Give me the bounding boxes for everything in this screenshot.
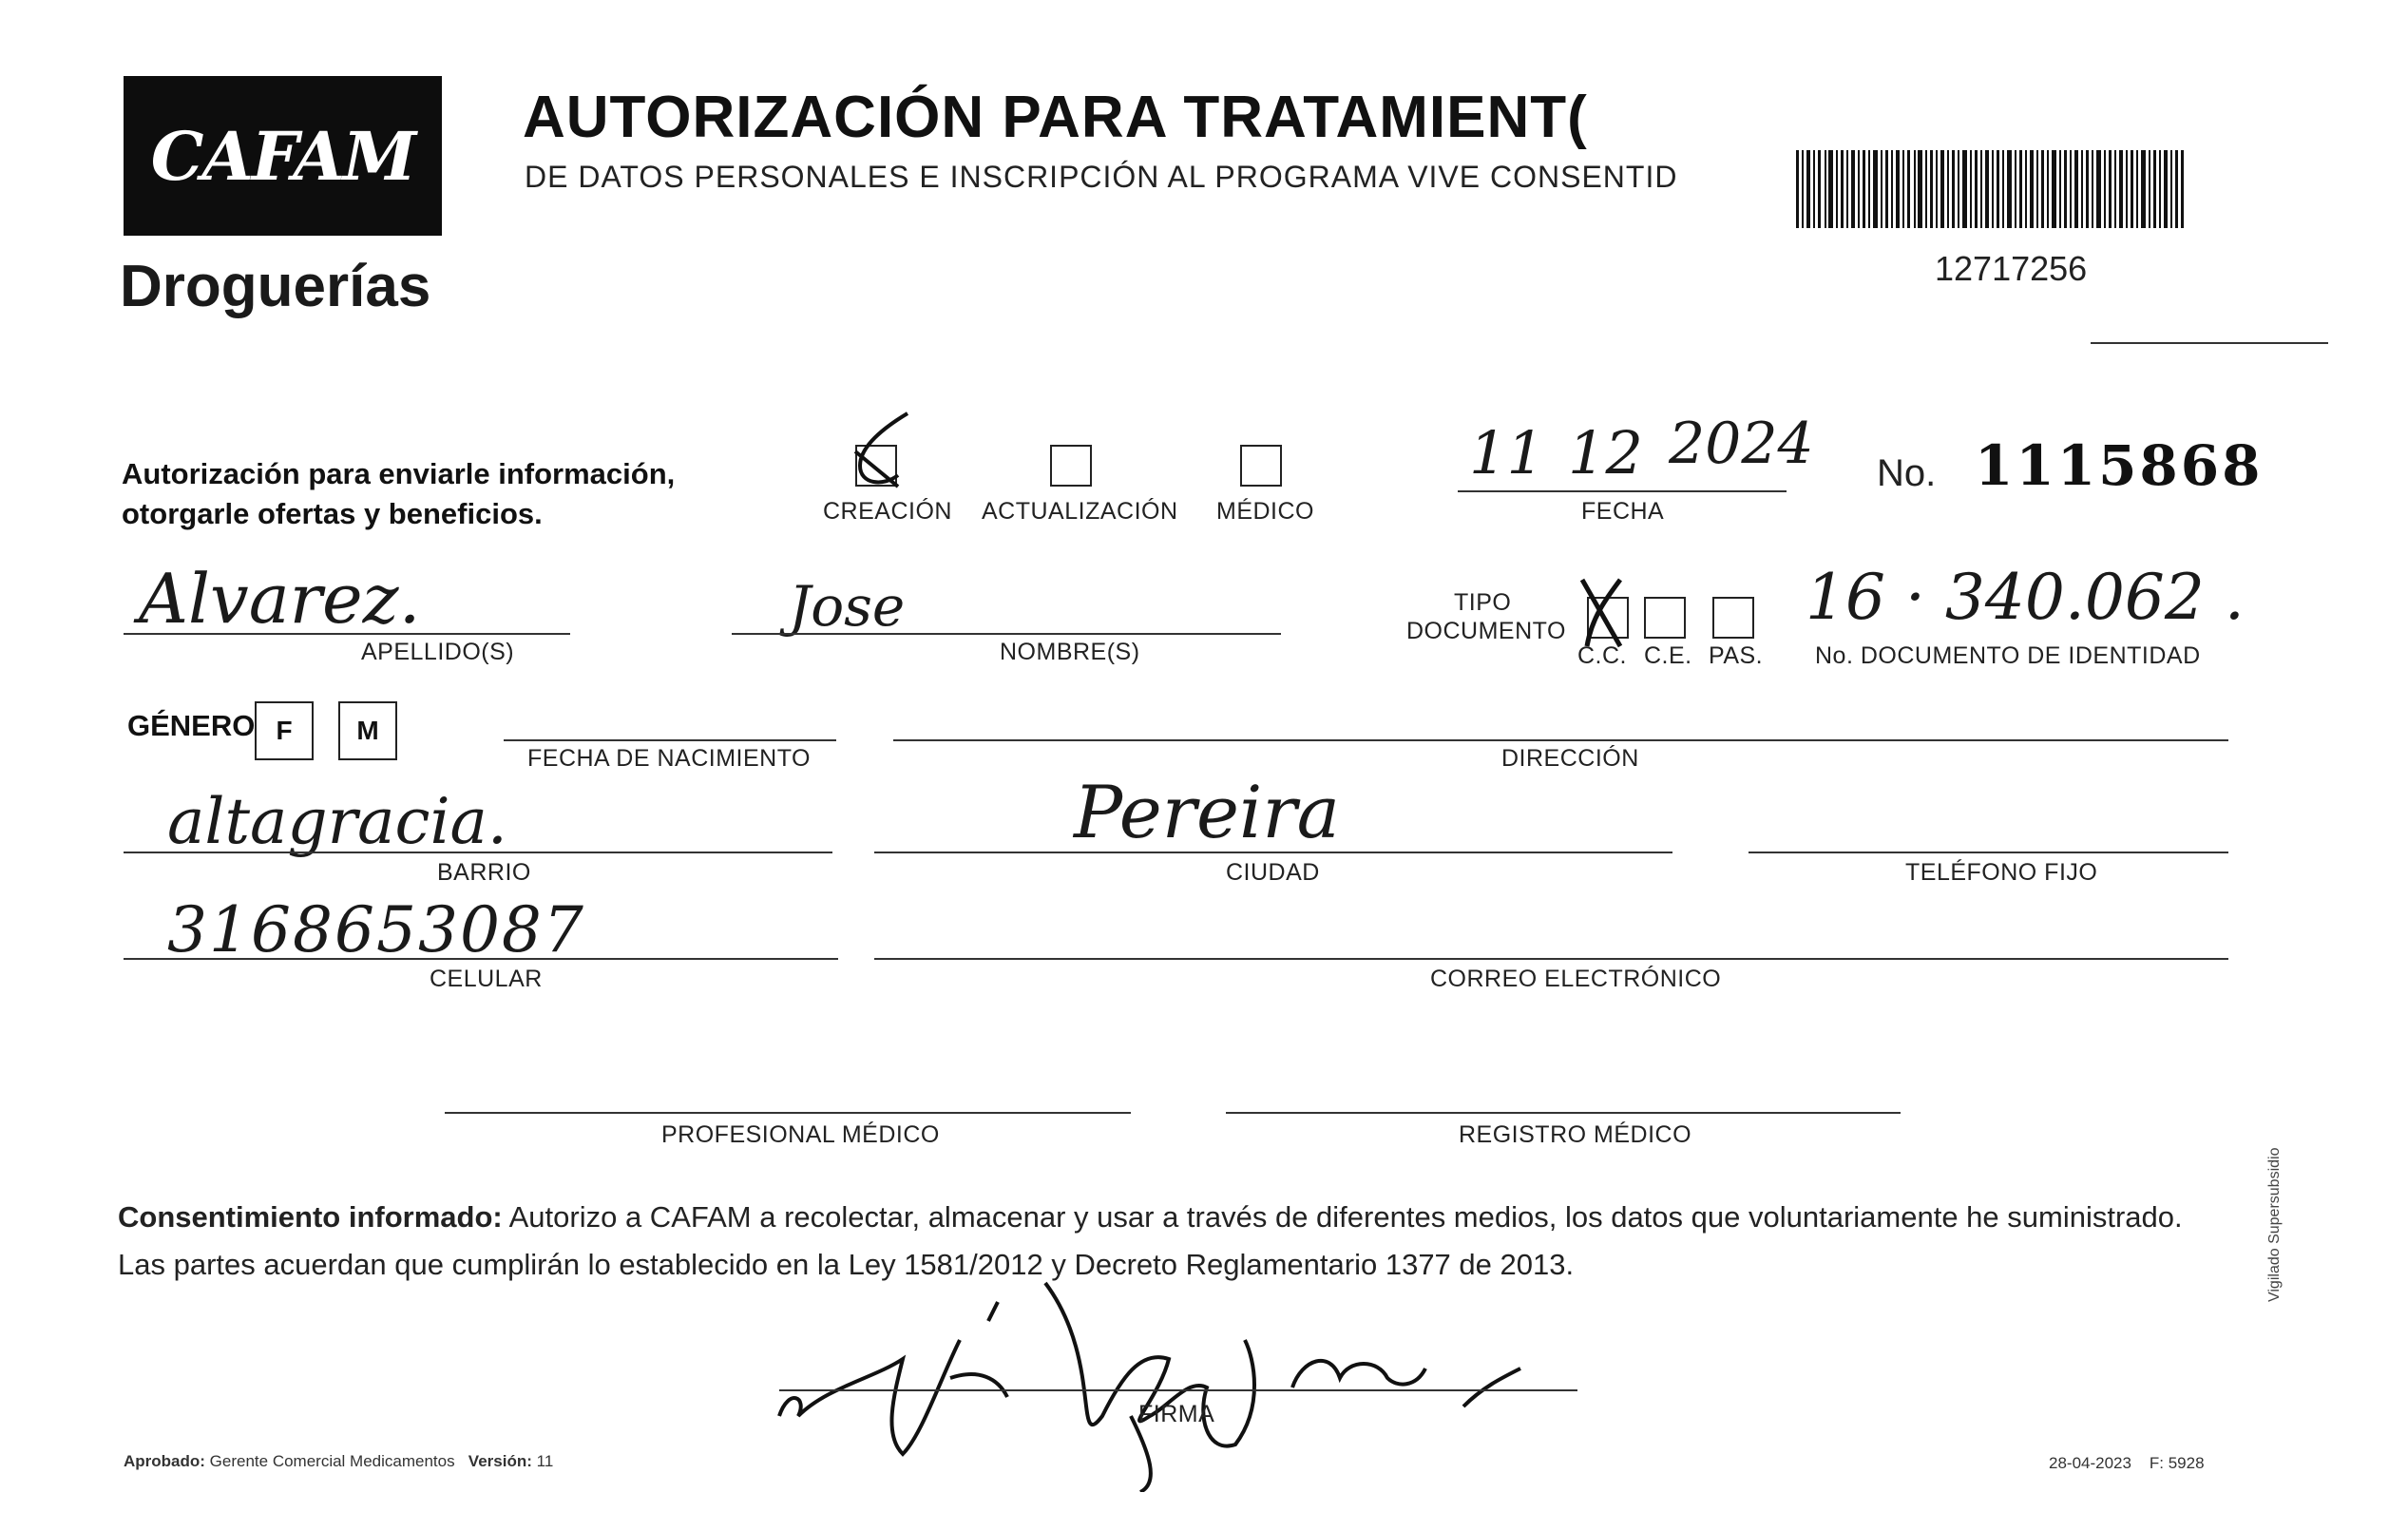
- cc-label: C.C.: [1577, 642, 1627, 669]
- tipo-label-1: TIPO: [1454, 589, 1512, 616]
- genero-label: GÉNERO: [127, 709, 256, 742]
- medico-checkbox[interactable]: [1240, 445, 1282, 487]
- fecha-nac-line: [504, 739, 836, 741]
- direccion-line: [893, 739, 2228, 741]
- celular-line: [124, 958, 838, 960]
- form-subtitle: DE DATOS PERSONALES E INSCRIPCIÓN AL PROGRAMA VIVE CONSENTID: [525, 160, 1678, 194]
- footer-date: [2049, 1454, 2205, 1473]
- fecha-nac-label: FECHA DE NACIMIENTO: [527, 745, 811, 772]
- barrio-label: BARRIO: [437, 859, 531, 886]
- actualizacion-label: ACTUALIZACIÓN: [982, 498, 1178, 525]
- version-value: 11: [536, 1452, 554, 1470]
- side-note: Vigilado Supersubsidio: [2266, 1147, 2283, 1302]
- aprobado-label: Aprobado:: [124, 1452, 205, 1470]
- nombre-value: Jose: [789, 574, 906, 639]
- footer-date-value: 28-04-2023: [2049, 1454, 2131, 1472]
- direccion-label: DIRECCIÓN: [1501, 745, 1639, 772]
- date-month-value: 12: [1568, 418, 1643, 488]
- pas-label: PAS.: [1709, 642, 1764, 669]
- apellido-value: Alvarez.: [139, 559, 421, 639]
- consent-line-1: [118, 1194, 2246, 1241]
- version-label: Versión:: [468, 1452, 532, 1470]
- nombre-label: NOMBRE(S): [1000, 639, 1140, 665]
- aprobado-value: Gerente Comercial Medicamentos: [209, 1452, 455, 1470]
- registro-label: REGISTRO MÉDICO: [1459, 1121, 1692, 1148]
- doc-number-label: No. DOCUMENTO DE IDENTIDAD: [1815, 642, 2201, 669]
- form-number: 1115868: [1975, 433, 2264, 498]
- pas-checkbox[interactable]: [1712, 597, 1754, 639]
- profesional-label: PROFESIONAL MÉDICO: [661, 1121, 940, 1148]
- date-label: FECHA: [1581, 498, 1665, 525]
- barrio-line: [124, 852, 832, 853]
- correo-label: CORREO ELECTRÓNICO: [1430, 966, 1722, 992]
- celular-value: 3168653087: [167, 893, 585, 966]
- nombre-line: [732, 633, 1281, 635]
- medico-label: MÉDICO: [1216, 498, 1314, 525]
- celular-label: CELULAR: [430, 966, 543, 992]
- apellido-label: APELLIDO(S): [361, 639, 515, 665]
- logo-text: CAFAM: [150, 116, 415, 196]
- consent-text-1: Autorizo a CAFAM a recolectar, almacenar y usar a través de diferentes medios, los datos que voluntariamente he suministrado.: [502, 1200, 2183, 1234]
- form-number-prefix: No.: [1877, 452, 1937, 494]
- footer-code: F: 5928: [2149, 1454, 2205, 1472]
- header-rule: [2091, 342, 2328, 344]
- form-title: AUTORIZACIÓN PARA TRATAMIENT(: [523, 85, 1588, 150]
- telefono-label: TELÉFONO FIJO: [1905, 859, 2098, 886]
- registro-line: [1226, 1112, 1901, 1114]
- authorization-line-1: Autorización para enviarle información,: [122, 457, 676, 490]
- actualizacion-checkbox[interactable]: [1050, 445, 1092, 487]
- signature-line: [779, 1389, 1577, 1391]
- brand-subtitle: Droguerías: [120, 254, 431, 319]
- ciudad-label: CIUDAD: [1226, 859, 1320, 886]
- ce-label: C.E.: [1644, 642, 1692, 669]
- genero-f-box[interactable]: F: [255, 701, 314, 760]
- authorization-text: [122, 454, 675, 534]
- barrio-value: altagracia.: [167, 785, 507, 858]
- tipo-label-2: DOCUMENTO: [1406, 618, 1566, 644]
- date-line: [1458, 490, 1787, 492]
- doc-number-value: 16 · 340.062 .: [1806, 561, 2245, 634]
- date-year-value: 2024: [1669, 411, 1814, 477]
- correo-line: [874, 958, 2228, 960]
- date-day-value: 11: [1469, 418, 1544, 488]
- signature-drawing: [760, 1264, 1539, 1492]
- authorization-line-2: otorgarle ofertas y beneficios.: [122, 497, 543, 530]
- signature-label: FIRMA: [1138, 1401, 1215, 1427]
- telefono-line: [1749, 852, 2228, 853]
- barcode-number: 12717256: [1935, 249, 2088, 288]
- profesional-line: [445, 1112, 1131, 1114]
- ciudad-value: Pereira: [1074, 770, 1340, 854]
- consent-bold: Consentimiento informado:: [118, 1200, 503, 1234]
- ciudad-line: [874, 852, 1672, 853]
- footer-approval: [124, 1452, 553, 1471]
- consent-line-2: Las partes acuerdan que cumplirán lo establecido en la Ley 1581/2012 y Decreto Reglamentario 1377 de 2013.: [118, 1248, 1575, 1281]
- genero-m-box[interactable]: M: [338, 701, 397, 760]
- ce-checkbox[interactable]: [1644, 597, 1686, 639]
- apellido-line: [124, 633, 570, 635]
- barcode: [1796, 150, 2186, 228]
- creacion-check-mark: [841, 409, 927, 494]
- cafam-logo: [124, 76, 442, 236]
- creacion-label: CREACIÓN: [823, 498, 952, 525]
